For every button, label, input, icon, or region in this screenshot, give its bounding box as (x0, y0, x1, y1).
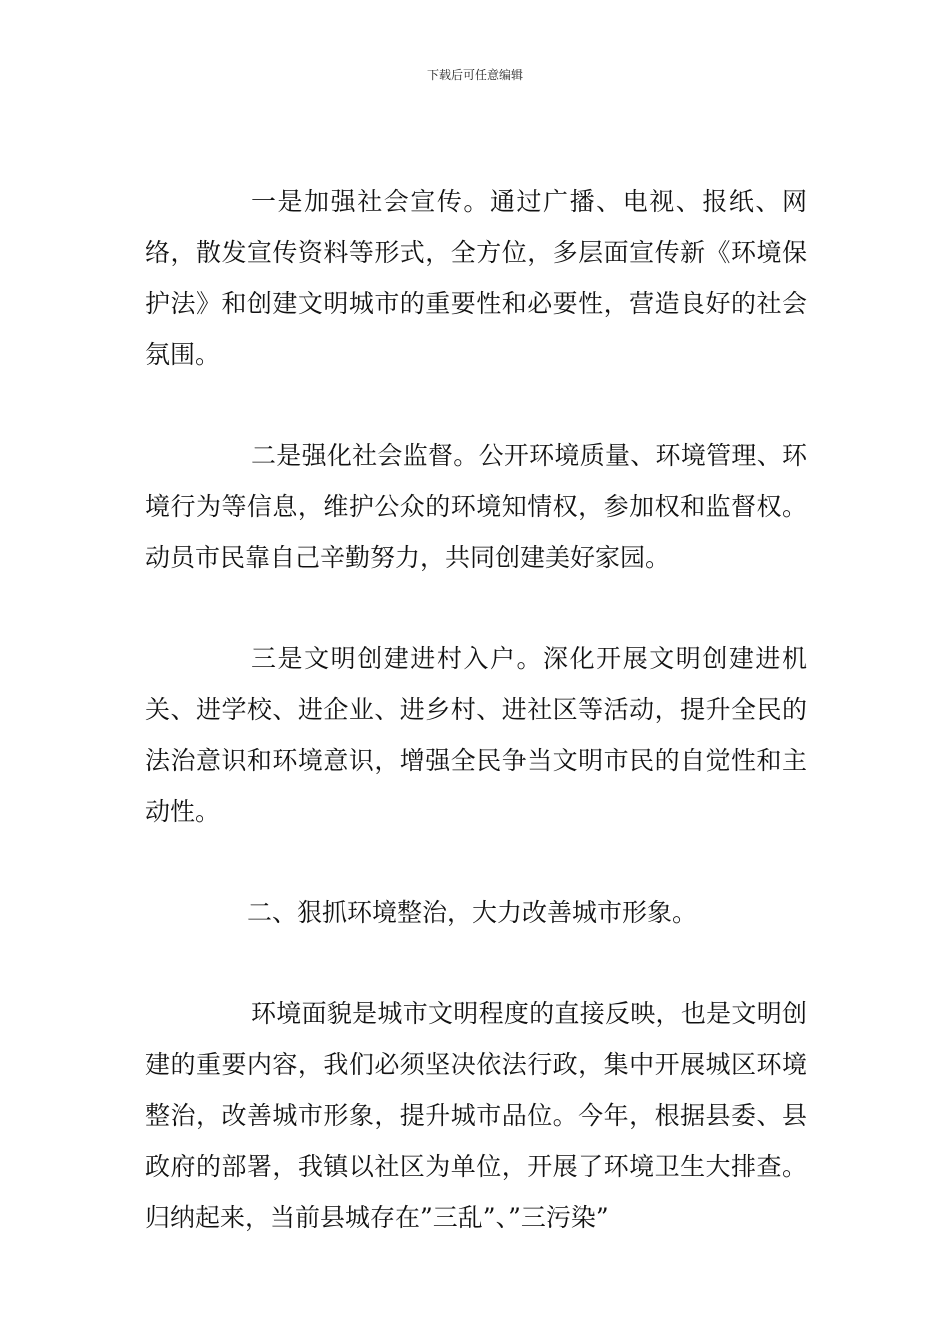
paragraph-social-supervision: 二是强化社会监督。公开环境质量、环境管理、环境行为等信息，维护公众的环境知情权，参加权和监督权。动员市民靠自己辛勤努力，共同创建美好家园。 (145, 441, 807, 572)
page-header-note: 下载后可任意编辑 (426, 68, 523, 82)
document-body (145, 176, 807, 1293)
section-heading-environment: 二、狠抓环境整治，大力改善城市形象。 (247, 898, 698, 927)
paragraph-environment-remediation: 环境面貌是城市文明程度的直接反映，也是文明创建的重要内容，我们必须坚决依法行政，集中开展城区环境整治，改善城市形象，提升城市品位。今年，根据县委、县政府的部署，我镇以社区为单位，开展了环境卫生大排查。归纳起来，当前县城存在”三乱”、”三污染” (145, 999, 807, 1232)
paragraph-social-publicity: 一是加强社会宣传。通过广播、电视、报纸、网络，散发宣传资料等形式，全方位，多层面宣传新《环境保护法》和创建文明城市的重要性和必要性，营造良好的社会氛围。 (145, 187, 807, 369)
paragraph-civilization-villages: 三是文明创建进村入户。深化开展文明创建进机关、进学校、进企业、进乡村、进社区等活动，提升全民的法治意识和环境意识，增强全民争当文明市民的自觉性和主动性。 (145, 644, 807, 826)
